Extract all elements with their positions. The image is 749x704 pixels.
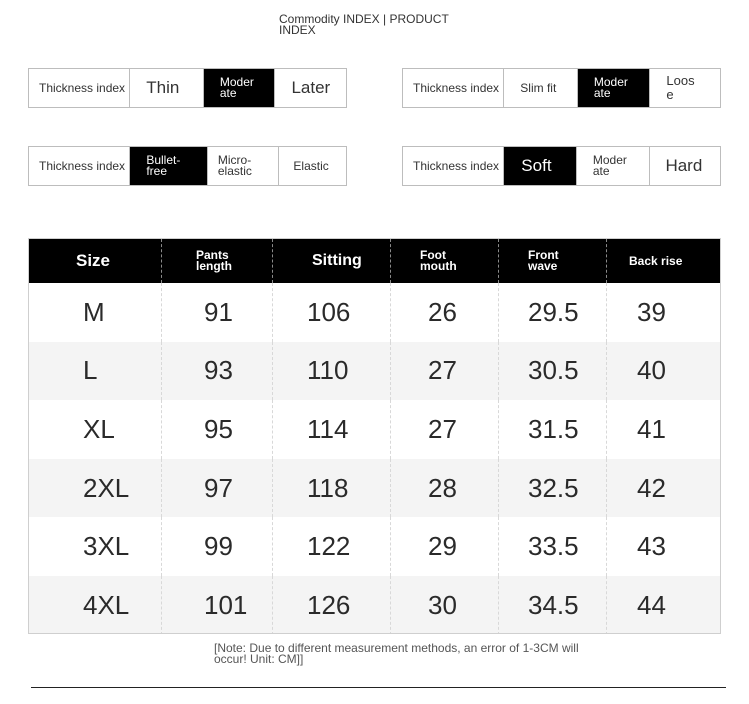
column-header-sitting: [272, 239, 390, 283]
column-header-text: Back rise: [629, 253, 683, 268]
index-option-hard: [649, 147, 720, 185]
index-option-elastic: [278, 147, 346, 185]
cell-sitting: 118: [272, 459, 390, 518]
index-option-text: Later: [291, 78, 331, 97]
column-header-front-wave: [498, 239, 606, 283]
index-label-text: Thickness index: [413, 158, 500, 173]
bottom-divider: [31, 687, 726, 688]
index-option-moderate: [576, 147, 650, 185]
index-option-text: Soft: [521, 156, 552, 175]
cell-front-wave: 29.5: [498, 283, 606, 342]
index-row-thickness-2: [402, 68, 721, 108]
cell-pants-length: 91: [161, 283, 272, 342]
cell-size: L: [83, 355, 98, 386]
cell-foot-mouth: 28: [390, 459, 498, 518]
cell-back-rise: 41: [606, 400, 720, 459]
cell-pants-length: 95: [161, 400, 272, 459]
column-header-text: Sitting: [312, 252, 362, 269]
table-row: [29, 342, 720, 401]
index-option-moderate-selected: [203, 69, 275, 107]
cell-foot-mouth: 29: [390, 517, 498, 576]
cell-front-wave: 32.5: [498, 459, 606, 518]
cell-sitting: 114: [272, 400, 390, 459]
cell-front-wave: 31.5: [498, 400, 606, 459]
table-row: [29, 517, 720, 576]
column-header-foot-mouth: [390, 239, 498, 283]
cell-size: M: [83, 296, 105, 327]
cell-back-rise: 42: [606, 459, 720, 518]
table-row: [29, 400, 720, 459]
index-label: [29, 69, 129, 107]
table-row: [29, 459, 720, 518]
index-option-text: Bullet- free: [146, 153, 181, 178]
page-title: Commodity INDEX | PRODUCT INDEX: [279, 12, 449, 37]
index-label-text: Thickness index: [39, 158, 126, 173]
cell-back-rise: 44: [606, 576, 720, 634]
cell-sitting: 106: [272, 283, 390, 342]
index-option-slim-fit: [503, 69, 577, 107]
index-option-loose: [649, 69, 720, 107]
cell-foot-mouth: 27: [390, 342, 498, 401]
index-label: [29, 147, 129, 185]
cell-front-wave: 34.5: [498, 576, 606, 634]
column-header-text: Foot mouth: [420, 248, 457, 273]
index-option-later: [274, 69, 346, 107]
cell-pants-length: 101: [161, 576, 272, 634]
cell-pants-length: 99: [161, 517, 272, 576]
index-option-micro-elastic: [207, 147, 279, 185]
cell-size: XL: [83, 413, 115, 444]
index-option-text: Elastic: [293, 158, 329, 173]
column-header-text: Pants length: [196, 248, 232, 273]
cell-front-wave: 33.5: [498, 517, 606, 576]
cell-sitting: 126: [272, 576, 390, 634]
index-option-text: Micro- elastic: [217, 153, 252, 178]
cell-back-rise: 43: [606, 517, 720, 576]
index-option-bullet-free-selected: [129, 147, 207, 185]
column-header-text: Size: [76, 251, 111, 270]
table-row: [29, 576, 720, 634]
index-row-thickness-4: [402, 146, 721, 186]
index-label: [403, 69, 503, 107]
index-row-thickness-1: [28, 68, 347, 108]
index-option-text: Slim fit: [520, 80, 557, 95]
index-option-thin: [129, 69, 203, 107]
table-row: [29, 283, 720, 342]
index-option-text: Moder ate: [592, 153, 627, 178]
cell-sitting: 110: [272, 342, 390, 401]
cell-foot-mouth: 30: [390, 576, 498, 634]
column-header-size: [29, 239, 161, 283]
cell-pants-length: 97: [161, 459, 272, 518]
index-label-text: Thickness index: [413, 80, 500, 95]
index-option-text: Moder ate: [593, 75, 628, 100]
index-label: [403, 147, 503, 185]
table-header: [29, 239, 720, 283]
cell-size: 2XL: [83, 472, 130, 503]
cell-pants-length: 93: [161, 342, 272, 401]
index-option-text: Hard: [665, 156, 703, 175]
measurement-note: [Note: Due to different measurement methods, an error of 1-3CM will occur! Unit: CM]]: [214, 641, 579, 666]
cell-sitting: 122: [272, 517, 390, 576]
cell-foot-mouth: 27: [390, 400, 498, 459]
cell-back-rise: 39: [606, 283, 720, 342]
index-row-thickness-3: [28, 146, 347, 186]
size-table: [28, 238, 721, 634]
index-option-text: Loos e: [666, 73, 695, 102]
column-header-pants-length: [161, 239, 272, 283]
cell-back-rise: 40: [606, 342, 720, 401]
cell-front-wave: 30.5: [498, 342, 606, 401]
index-option-text: Thin: [146, 78, 180, 97]
column-header-text: Front wave: [528, 248, 559, 273]
index-label-text: Thickness index: [39, 80, 126, 95]
index-option-moderate-selected: [577, 69, 650, 107]
index-option-text: Moder ate: [219, 75, 254, 100]
cell-size: 4XL: [83, 589, 130, 620]
cell-size: 3XL: [83, 531, 130, 562]
column-header-back-rise: [606, 239, 720, 283]
index-option-soft-selected: [503, 147, 576, 185]
cell-foot-mouth: 26: [390, 283, 498, 342]
